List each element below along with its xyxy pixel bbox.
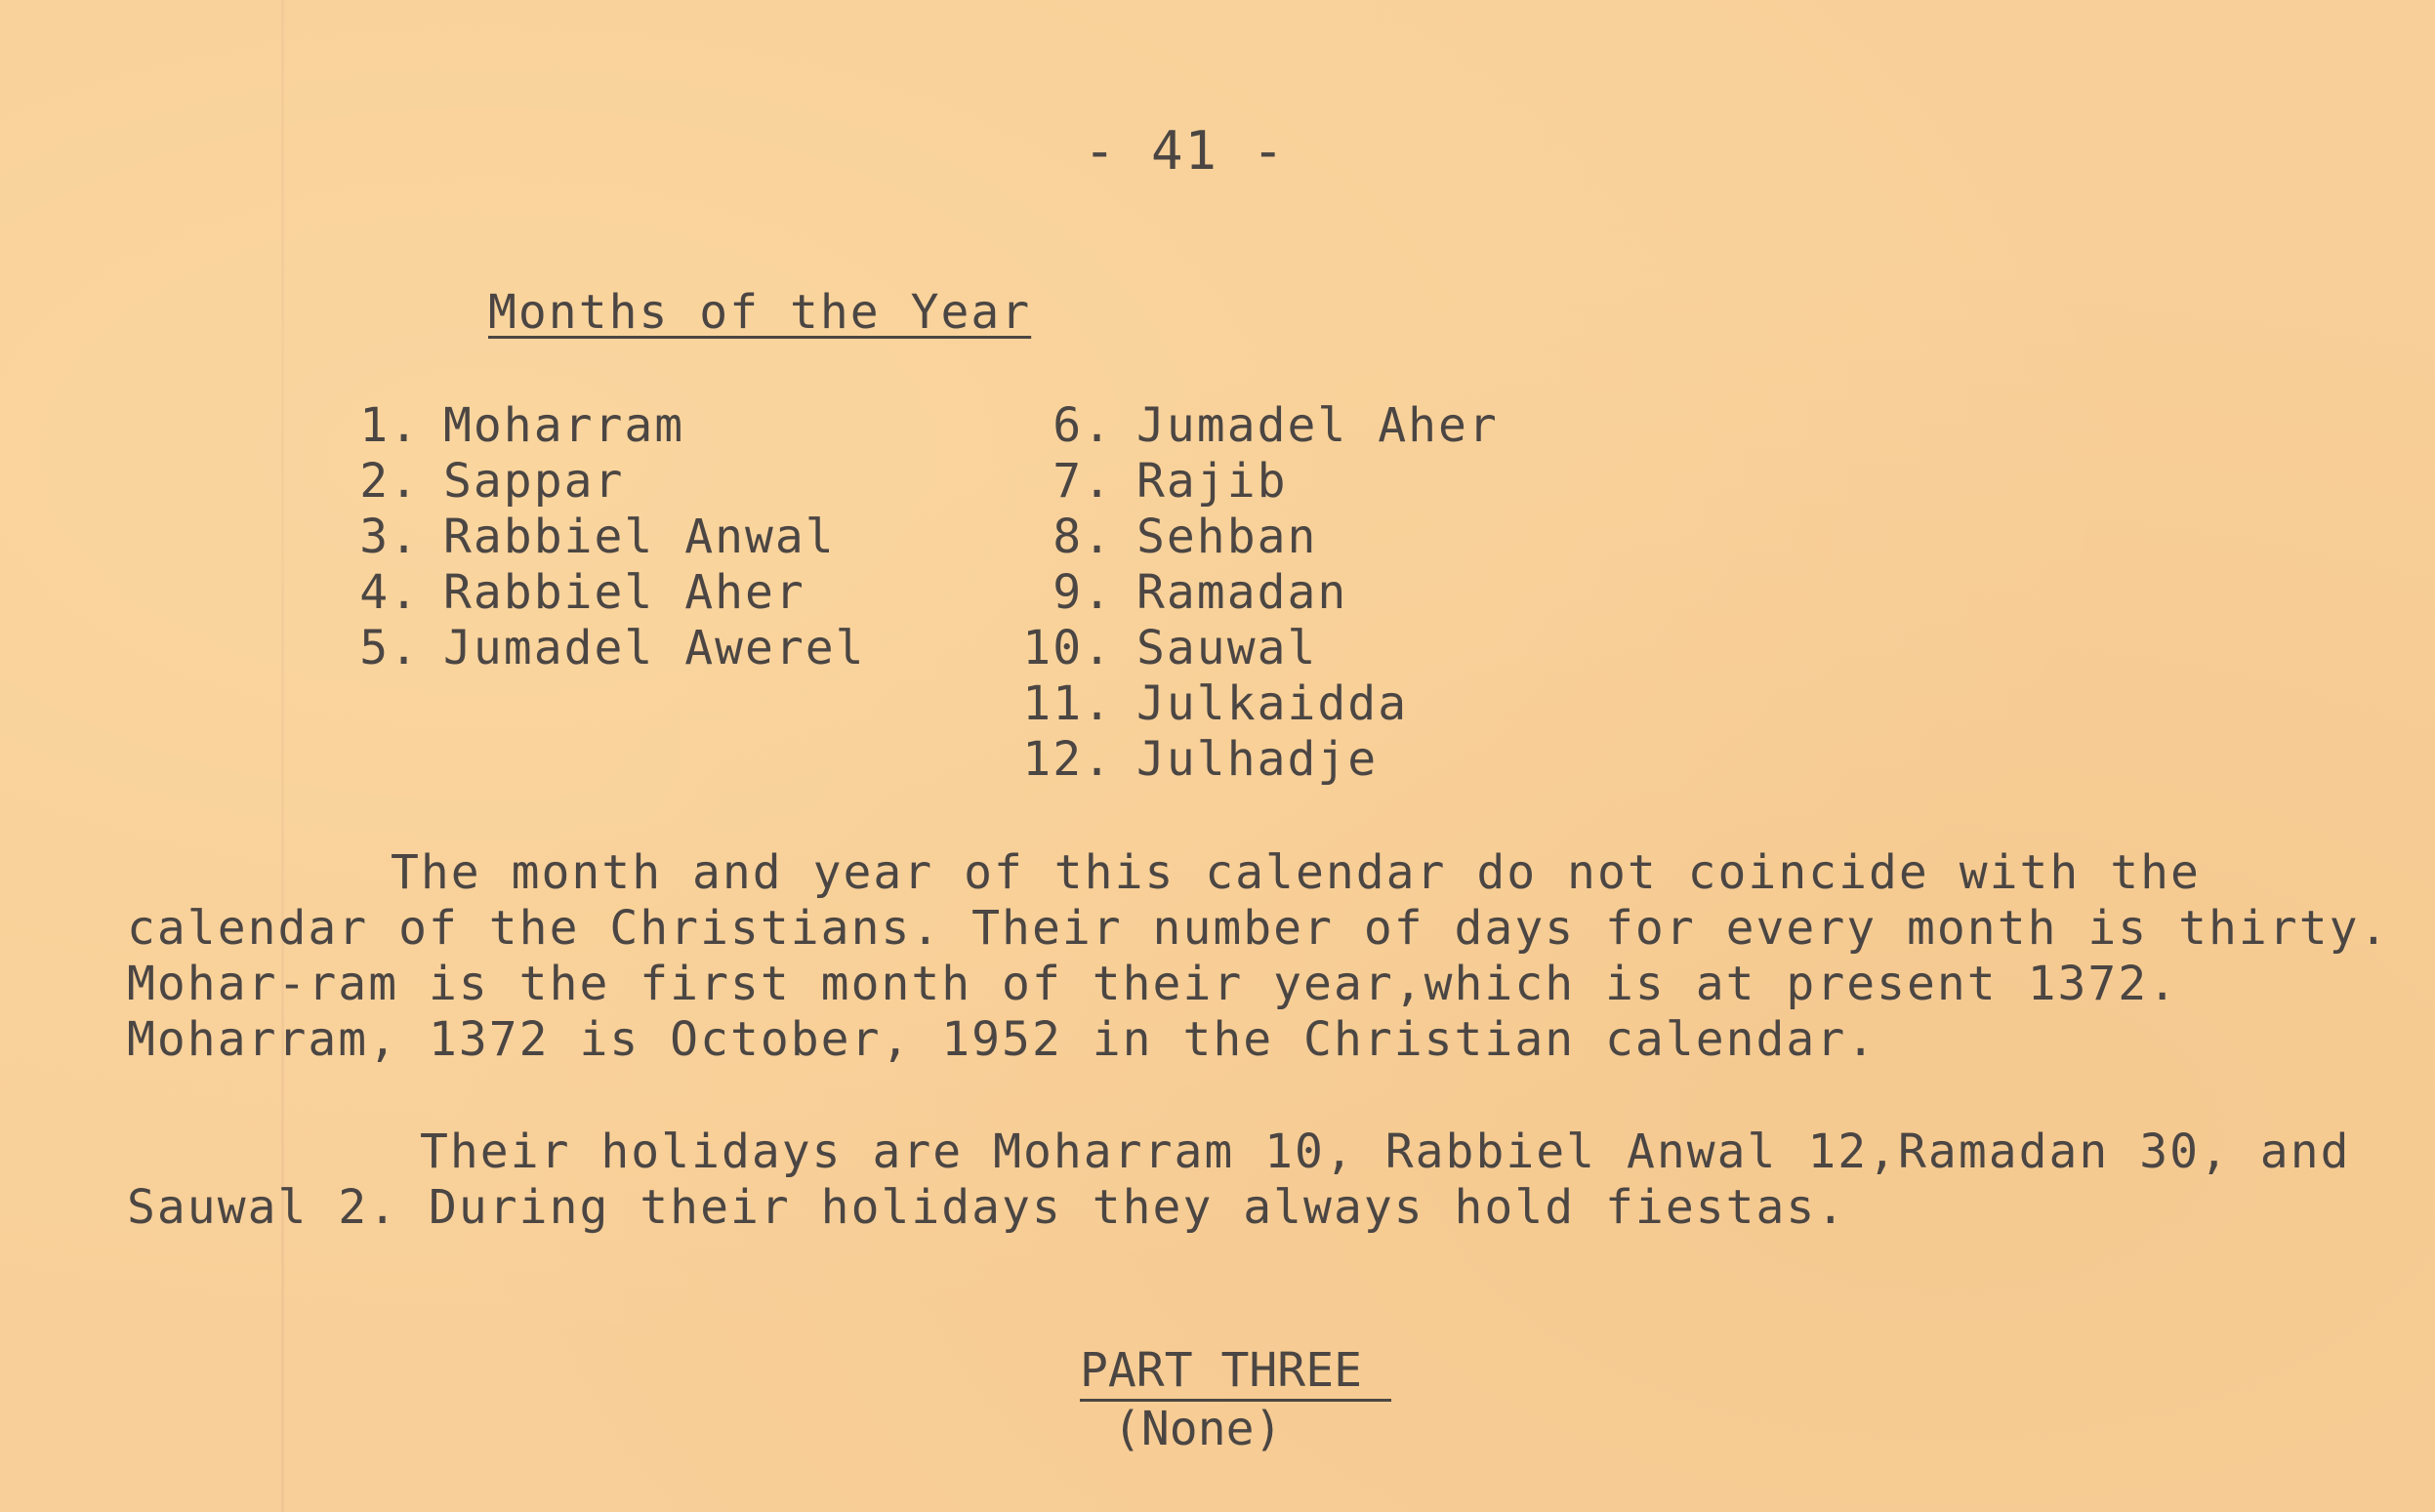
month-name: Moharram (443, 398, 685, 453)
list-item (322, 398, 866, 454)
month-number: 12. (1022, 732, 1113, 787)
month-number: 1. (359, 398, 420, 453)
month-number: 11. (1022, 676, 1113, 731)
month-number: 4. (359, 565, 420, 620)
month-name: Jumadel Aher (1136, 398, 1499, 453)
list-item (322, 510, 866, 565)
month-name: Sauwal (1136, 621, 1318, 675)
month-name: Julhadje (1136, 732, 1379, 787)
part-subtitle: (None) (1113, 1402, 1283, 1456)
list-item (1015, 510, 1499, 565)
month-name: Jumadel Awerel (443, 621, 866, 675)
months-list-left (322, 398, 866, 676)
list-item (1015, 565, 1499, 621)
month-name: Ramadan (1136, 565, 1348, 620)
month-number: 9. (1052, 565, 1113, 620)
month-number: 10. (1022, 621, 1113, 675)
month-number: 7. (1052, 454, 1113, 509)
month-name: Rabbiel Anwal (443, 510, 836, 564)
month-number: 5. (359, 621, 420, 675)
part-heading: PART THREE (1080, 1343, 1391, 1402)
month-name: Sappar (443, 454, 625, 509)
list-item (322, 565, 866, 621)
holidays-paragraph: Their holidays are Moharram 10, Rabbiel Anwal 12,Ramadan 30, and Sauwal 2. During their holidays they always hold fiestas. (127, 1124, 2351, 1235)
list-item (1015, 454, 1499, 510)
list-item (322, 454, 866, 510)
months-list-right (1015, 398, 1499, 788)
month-name: Rabbiel Aher (443, 565, 805, 620)
month-name: Rajib (1136, 454, 1288, 509)
month-number: 6. (1052, 398, 1113, 453)
month-number: 8. (1052, 510, 1113, 564)
month-name: Sehban (1136, 510, 1318, 564)
list-item (1015, 398, 1499, 454)
month-name: Julkaidda (1136, 676, 1409, 731)
page-number: - 41 - (1084, 120, 1287, 182)
list-item (1015, 732, 1499, 788)
list-item (1015, 621, 1499, 676)
section-title: Months of the Year (488, 285, 1032, 340)
list-item (1015, 676, 1499, 732)
month-number: 3. (359, 510, 420, 564)
calendar-paragraph: The month and year of this calendar do not coincide with the calendar of the Christians. Their number of days for every month is thirty. Mohar-ram is the first month of their year,which is at present 1372. Moharram, 1372 is October, 1952 in the Christian calendar. (127, 845, 2390, 1067)
month-number: 2. (359, 454, 420, 509)
list-item (322, 621, 866, 676)
